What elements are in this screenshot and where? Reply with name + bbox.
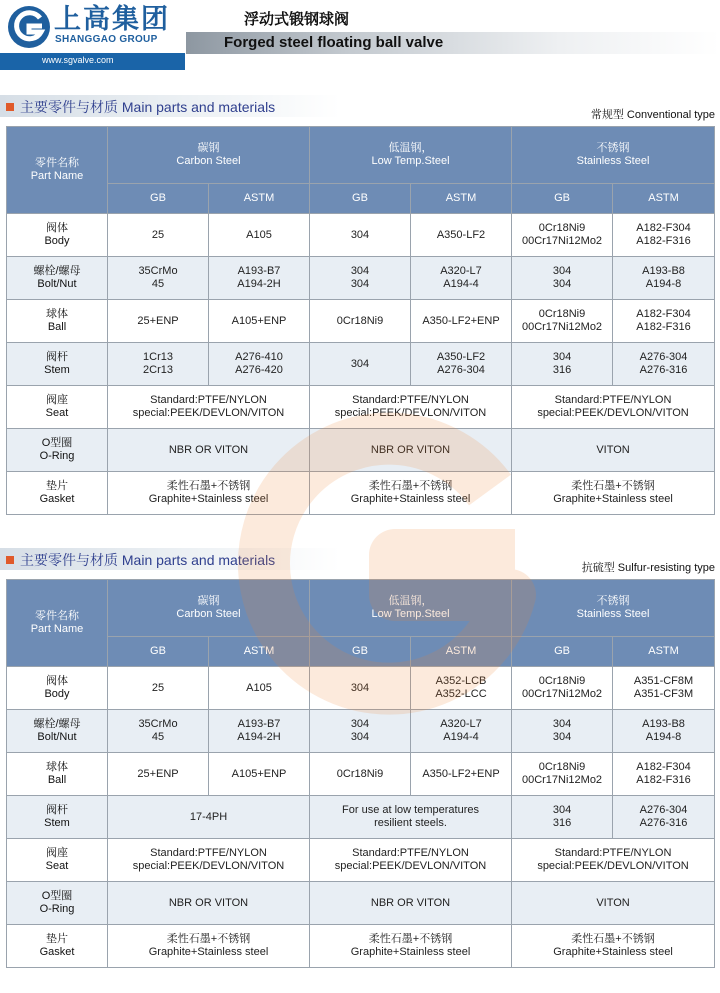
table-cell: A182-F304 A182-F316 [613, 300, 715, 343]
type-label-sulfur: 抗硫型 Sulfur-resisting type [581, 562, 715, 574]
low-temp-steel-header: 低温钢， Low Temp.Steel [310, 127, 512, 184]
table-cell: A105 [209, 667, 310, 710]
table-header-row [7, 127, 715, 184]
table-cell: 304 304 [512, 710, 613, 753]
table-cell: 35CrMo 45 [108, 257, 209, 300]
table-subheader-row [7, 184, 715, 214]
sub-header-astm: ASTM [209, 637, 310, 667]
table-cell: A105+ENP [209, 753, 310, 796]
table-cell-merged: 柔性石墨+不锈钢 Graphite+Stainless steel [108, 925, 310, 968]
part-name-cell: 垫片 Gasket [7, 472, 108, 515]
table-cell: 1Cr13 2Cr13 [108, 343, 209, 386]
table-cell: 25+ENP [108, 753, 209, 796]
table-cell: 304 316 [512, 343, 613, 386]
table-cell: 0Cr18Ni9 [310, 300, 411, 343]
carbon-steel-header: 碳钢 Carbon Steel [108, 580, 310, 637]
part-name-cell: 阀杆 Stem [7, 796, 108, 839]
stainless-steel-header: 不锈钢 Stainless Steel [512, 127, 715, 184]
table-cell: A105+ENP [209, 300, 310, 343]
table-row-seat [7, 839, 715, 882]
sub-header-astm: ASTM [613, 184, 715, 214]
sub-header-astm: ASTM [613, 637, 715, 667]
table-row-body [7, 214, 715, 257]
table-cell-merged: NBR OR VITON [310, 882, 512, 925]
brand-name-cn: 上高集团 [54, 4, 170, 34]
sub-header-gb: GB [108, 637, 209, 667]
table-row-seat [7, 386, 715, 429]
table-cell: A350-LF2 A276-304 [411, 343, 512, 386]
table-cell-merged: Standard:PTFE/NYLON special:PEEK/DEVLON/VITON [512, 839, 715, 882]
table-cell: 0Cr18Ni9 00Cr17Ni12Mo2 [512, 753, 613, 796]
website-url[interactable]: www.sgvalve.com [42, 55, 114, 65]
table-cell: A320-L7 A194-4 [411, 710, 512, 753]
table-cell-merged: Standard:PTFE/NYLON special:PEEK/DEVLON/VITON [310, 386, 512, 429]
table-cell: A350-LF2 [411, 214, 512, 257]
table-row-body [7, 667, 715, 710]
brand-name-en: SHANGGAO GROUP [55, 34, 158, 45]
table-cell: 304 [310, 667, 411, 710]
table-cell-merged: NBR OR VITON [310, 429, 512, 472]
sub-header-astm: ASTM [209, 184, 310, 214]
table-cell-merged: VITON [512, 429, 715, 472]
table-cell: A193-B7 A194-2H [209, 257, 310, 300]
sub-header-gb: GB [108, 184, 209, 214]
table-cell-merged: 柔性石墨+不锈钢 Graphite+Stainless steel [512, 472, 715, 515]
table-cell: A350-LF2+ENP [411, 753, 512, 796]
table-row-oring [7, 429, 715, 472]
table-cell: 304 316 [512, 796, 613, 839]
table-cell: A193-B8 A194-8 [613, 257, 715, 300]
table-cell: A352-LCB A352-LCC [411, 667, 512, 710]
sub-header-gb: GB [512, 184, 613, 214]
part-name-cell: 阀座 Seat [7, 386, 108, 429]
part-name-cell: 垫片 Gasket [7, 925, 108, 968]
table-cell: A320-L7 A194-4 [411, 257, 512, 300]
table-row-stem [7, 343, 715, 386]
low-temp-steel-header: 低温钢， Low Temp.Steel [310, 580, 512, 637]
table-cell: A351-CF8M A351-CF3M [613, 667, 715, 710]
table-cell: 35CrMo 45 [108, 710, 209, 753]
table-cell-merged: NBR OR VITON [108, 429, 310, 472]
table-cell: 304 304 [310, 257, 411, 300]
table-cell: 25 [108, 667, 209, 710]
part-name-cell: 球体 Ball [7, 753, 108, 796]
table-row-stem [7, 796, 715, 839]
table-cell: 304 [310, 214, 411, 257]
table-cell: A276-304 A276-316 [613, 343, 715, 386]
section-header-conventional [0, 95, 340, 117]
section-title: 主要零件与材质 Main parts and materials [20, 552, 276, 568]
sub-header-gb: GB [310, 184, 411, 214]
sub-header-astm: ASTM [411, 184, 512, 214]
page-title-cn: 浮动式锻钢球阀 [244, 11, 350, 28]
table-cell-merged: Standard:PTFE/NYLON special:PEEK/DEVLON/VITON [108, 386, 310, 429]
table-row-gasket [7, 472, 715, 515]
table-cell: A193-B8 A194-8 [613, 710, 715, 753]
sub-header-gb: GB [512, 637, 613, 667]
table-cell: 0Cr18Ni9 [310, 753, 411, 796]
table-cell-merged: 柔性石墨+不锈钢 Graphite+Stainless steel [108, 472, 310, 515]
table-cell-merged: VITON [512, 882, 715, 925]
part-name-cell: 阀体 Body [7, 667, 108, 710]
table-cell: A193-B7 A194-2H [209, 710, 310, 753]
table-cell: A350-LF2+ENP [411, 300, 512, 343]
table-cell-merged: 柔性石墨+不锈钢 Graphite+Stainless steel [512, 925, 715, 968]
page-title-en: Forged steel floating ball valve [224, 34, 444, 51]
table-cell: A182-F304 A182-F316 [613, 753, 715, 796]
table-cell-merged: Standard:PTFE/NYLON special:PEEK/DEVLON/VITON [512, 386, 715, 429]
section-header-sulfur [0, 548, 340, 570]
table-cell: 0Cr18Ni9 00Cr17Ni12Mo2 [512, 667, 613, 710]
materials-table-conventional [6, 126, 715, 515]
table-cell-merged: Standard:PTFE/NYLON special:PEEK/DEVLON/VITON [108, 839, 310, 882]
table-cell: 25 [108, 214, 209, 257]
table-cell-merged: NBR OR VITON [108, 882, 310, 925]
part-name-cell: O型圈 O-Ring [7, 882, 108, 925]
table-cell-merged: 柔性石墨+不锈钢 Graphite+Stainless steel [310, 472, 512, 515]
part-name-cell: 螺栓/螺母 Bolt/Nut [7, 257, 108, 300]
shanggao-g-logo-icon [6, 4, 52, 50]
table-subheader-row [7, 637, 715, 667]
materials-table-sulfur [6, 579, 715, 968]
table-row-bolt [7, 257, 715, 300]
carbon-steel-header: 碳钢 Carbon Steel [108, 127, 310, 184]
type-label-conventional: 常规型 Conventional type [590, 109, 715, 121]
table-cell-merged: For use at low temperatures resilient steels. [310, 796, 512, 839]
section-bullet-icon [6, 556, 14, 564]
table-row-gasket [7, 925, 715, 968]
table-header-row [7, 580, 715, 637]
table-row-ball [7, 753, 715, 796]
table-cell: 0Cr18Ni9 00Cr17Ni12Mo2 [512, 300, 613, 343]
table-cell-merged: Standard:PTFE/NYLON special:PEEK/DEVLON/VITON [310, 839, 512, 882]
sub-header-gb: GB [310, 637, 411, 667]
part-name-cell: O型圈 O-Ring [7, 429, 108, 472]
table-cell-merged: 17-4PH [108, 796, 310, 839]
table-cell: 304 304 [512, 257, 613, 300]
section-bullet-icon [6, 103, 14, 111]
stainless-steel-header: 不锈钢 Stainless Steel [512, 580, 715, 637]
table-cell-merged: 柔性石墨+不锈钢 Graphite+Stainless steel [310, 925, 512, 968]
table-cell: A182-F304 A182-F316 [613, 214, 715, 257]
section-title: 主要零件与材质 Main parts and materials [20, 99, 276, 115]
table-row-bolt [7, 710, 715, 753]
part-name-header: 零件名称 Part Name [7, 580, 108, 667]
table-row-oring [7, 882, 715, 925]
part-name-cell: 阀体 Body [7, 214, 108, 257]
table-cell: 25+ENP [108, 300, 209, 343]
part-name-cell: 螺栓/螺母 Bolt/Nut [7, 710, 108, 753]
table-row-ball [7, 300, 715, 343]
table-cell: 0Cr18Ni9 00Cr17Ni12Mo2 [512, 214, 613, 257]
table-cell: 304 [310, 343, 411, 386]
sub-header-astm: ASTM [411, 637, 512, 667]
part-name-cell: 阀杆 Stem [7, 343, 108, 386]
table-cell: A276-304 A276-316 [613, 796, 715, 839]
part-name-cell: 球体 Ball [7, 300, 108, 343]
table-cell: A276-410 A276-420 [209, 343, 310, 386]
part-name-header: 零件名称 Part Name [7, 127, 108, 214]
part-name-cell: 阀座 Seat [7, 839, 108, 882]
table-cell: 304 304 [310, 710, 411, 753]
table-cell: A105 [209, 214, 310, 257]
